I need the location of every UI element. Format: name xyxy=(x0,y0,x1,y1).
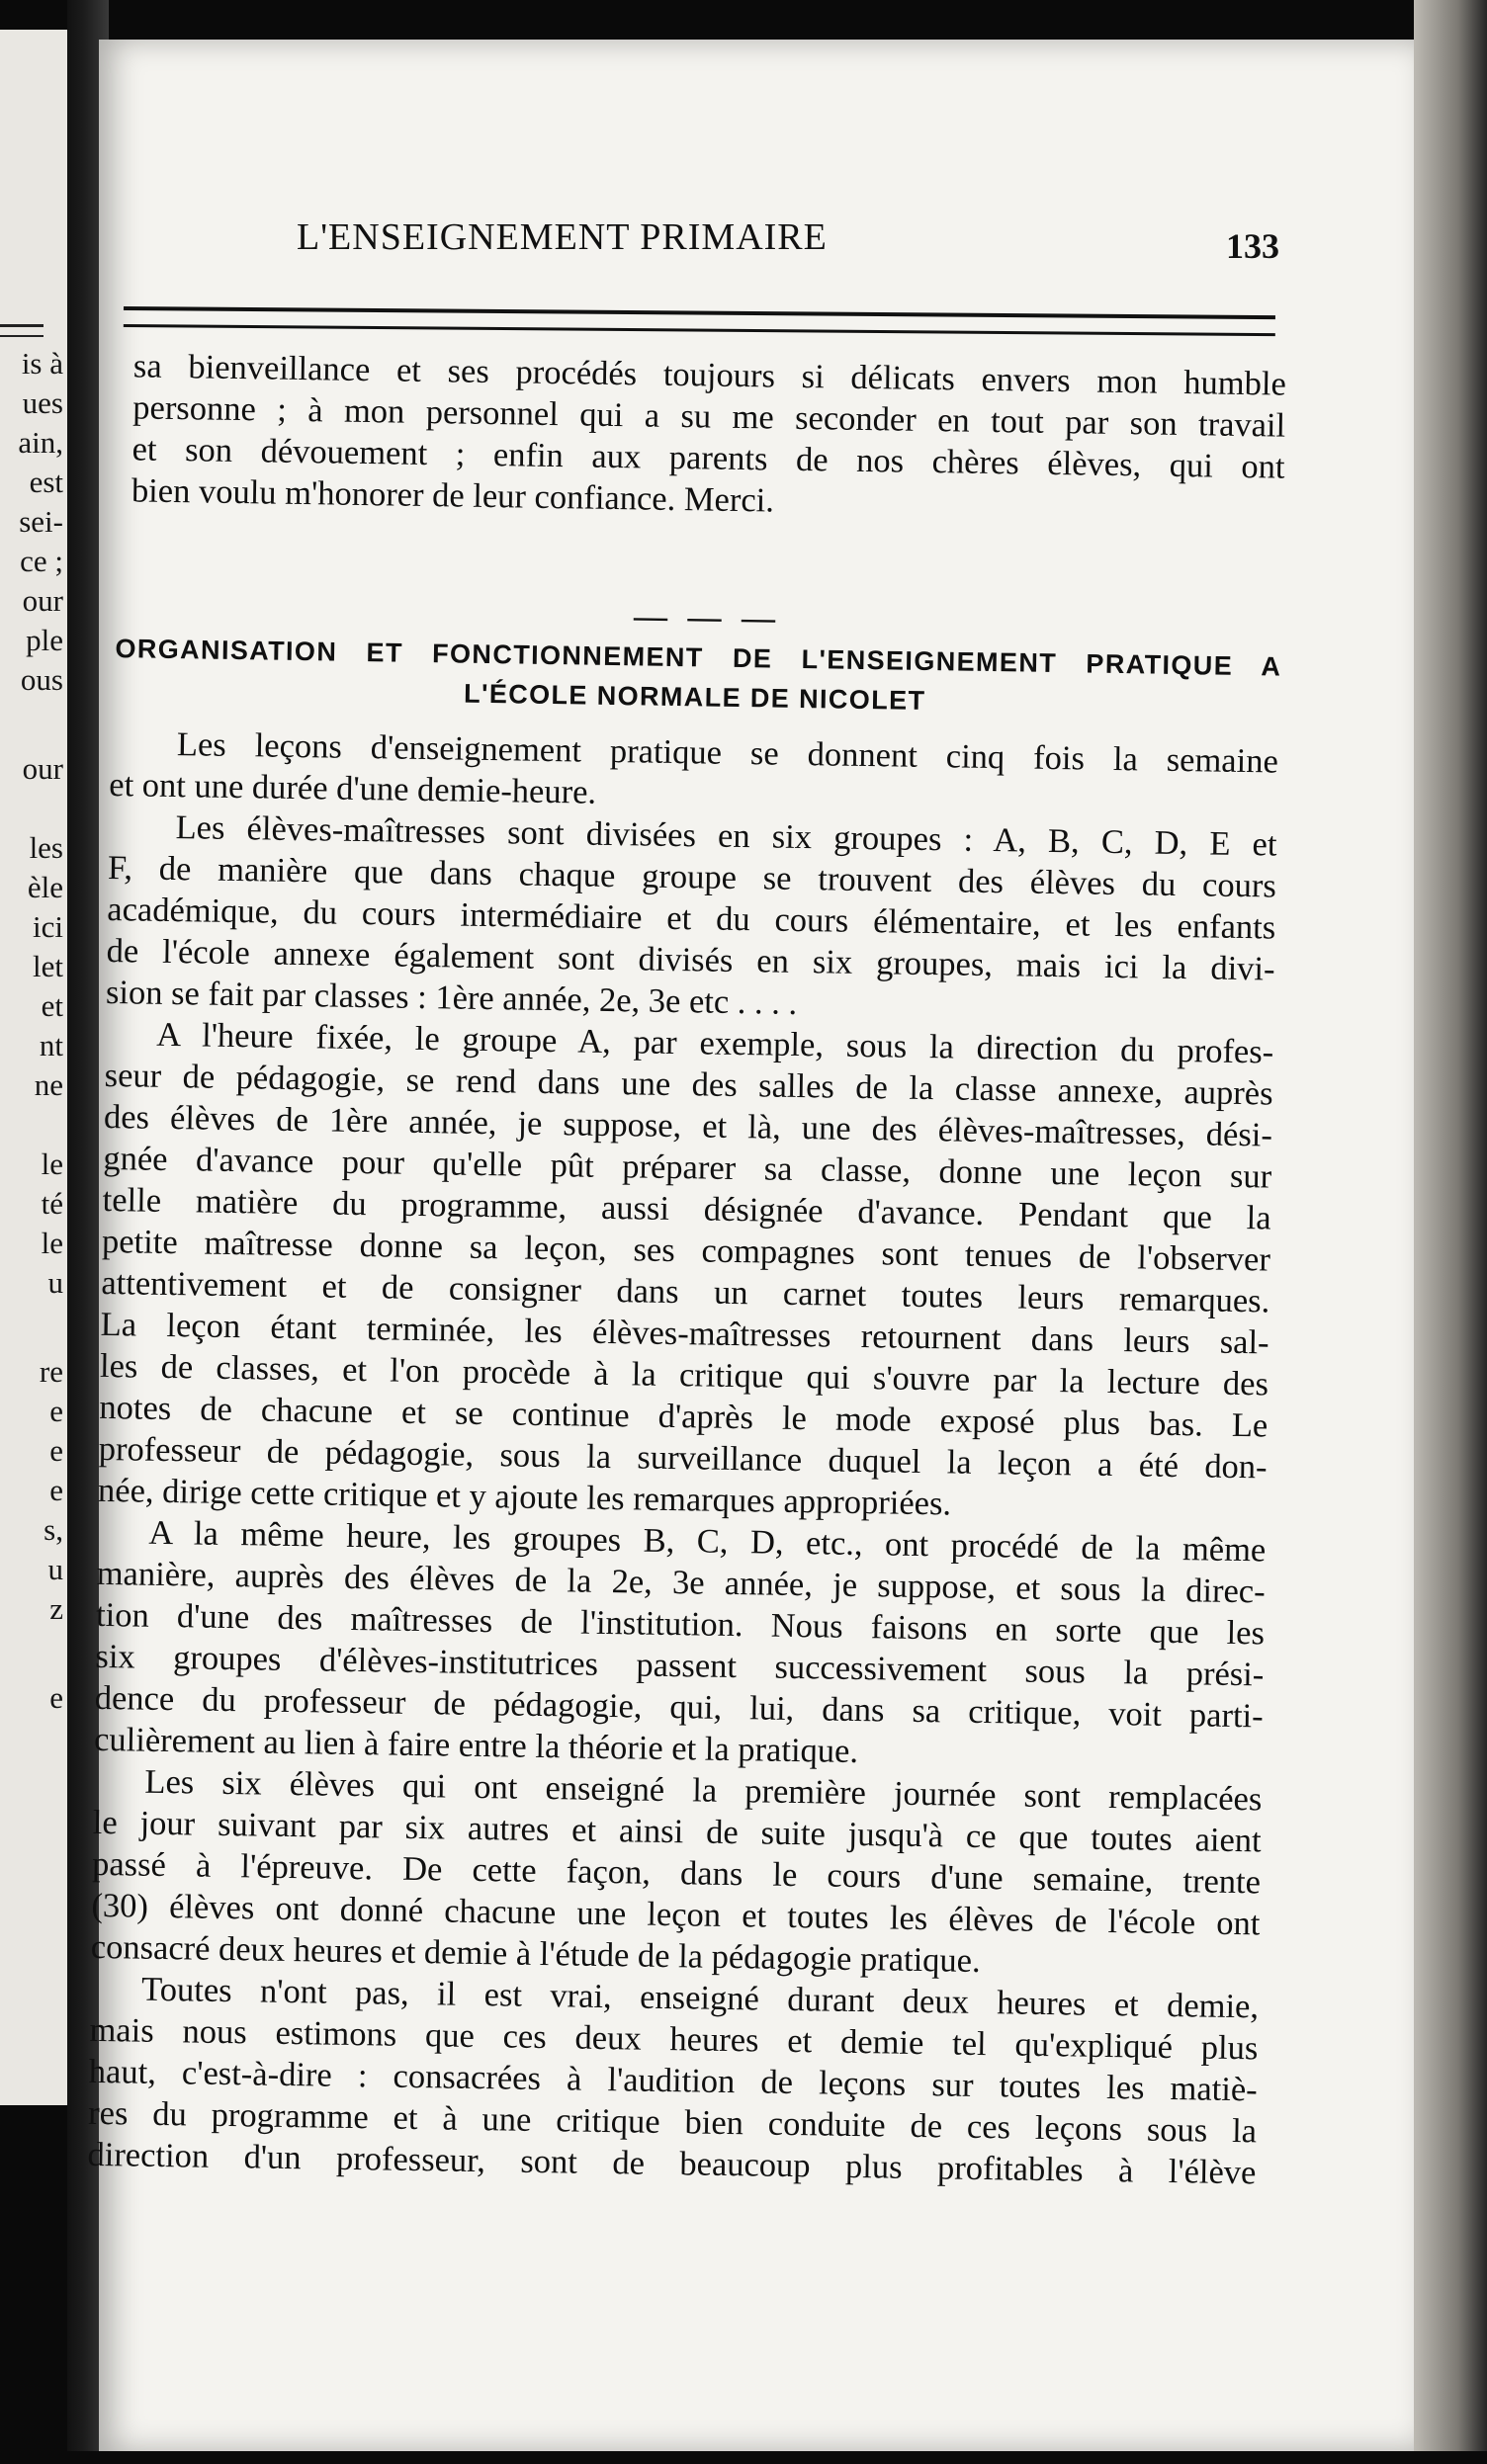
facing-line: is à xyxy=(21,346,63,381)
facing-line: let xyxy=(33,949,63,983)
facing-line: èle xyxy=(27,870,63,904)
text-line: six groupes d'élèves-institutrices passent successivement sous la prési- xyxy=(95,1637,1265,1694)
text-line: gnée d'avance pour qu'elle pût préparer sa classe, donne une leçon sur xyxy=(103,1139,1272,1196)
facing-line: e xyxy=(49,1680,63,1715)
text-line: tion d'une des maîtresses de l'institution. Nous faisons en sorte que les xyxy=(95,1595,1266,1653)
text-line: Toutes n'ont pas, il est vrai, enseigné durant deux heures et demie, xyxy=(140,1970,1260,2026)
facing-line: et xyxy=(41,988,63,1023)
text-line: les de classes, et l'on procède à la critique qui s'ouvre par la lecture des xyxy=(99,1346,1269,1403)
facing-line: our xyxy=(22,751,63,786)
facing-line: u xyxy=(47,1265,63,1300)
text-line: petite maîtresse donne sa leçon, ses compagnes sont tenues de l'observer xyxy=(101,1222,1271,1279)
text-line: de l'école annexe également sont divisés en six groupes, mais ici la divi- xyxy=(106,931,1275,988)
facing-line: té xyxy=(41,1186,63,1221)
text-line: culièrement au lien à faire entre la théorie et la pratique. xyxy=(93,1720,859,1771)
facing-line: sei- xyxy=(19,504,63,539)
text-line: attentivement et de consigner dans un carnet toutes leurs remarques. xyxy=(101,1263,1270,1320)
facing-line: le xyxy=(41,1147,63,1181)
facing-line: s, xyxy=(44,1512,63,1547)
facing-line: re xyxy=(39,1354,63,1389)
text-line: sa bienveillance et ses procédés toujours si délicats envers mon humble xyxy=(132,347,1287,403)
text-line: direction d'un professeur, sont de beaucoup plus profitables à l'élève xyxy=(87,2135,1257,2192)
section-separator: — — — xyxy=(633,598,782,637)
text-line: seur de pédagogie, se rend dans une des salles de la classe annexe, auprès xyxy=(104,1056,1273,1113)
text-line: personne ; à mon personnel qui a su me seconder en tout par son travail xyxy=(132,388,1286,445)
facing-line: ues xyxy=(22,385,63,420)
facing-line: est xyxy=(29,465,63,499)
text-line: professeur de pédagogie, sous la surveillance duquel la leçon a été don- xyxy=(98,1429,1268,1487)
facing-line: ne xyxy=(34,1067,63,1102)
text-line: bien voulu m'honorer de leur confiance. Merci. xyxy=(131,471,775,520)
facing-line: ain, xyxy=(18,425,63,460)
text-line: res du programme et à une critique bien conduite de ces leçons sous la xyxy=(87,2093,1258,2151)
text-line: telle matière du programme, aussi désignée d'avance. Pendant que la xyxy=(102,1180,1271,1237)
text-line: (30) élèves ont donné chacune une leçon et toutes les élèves de l'école ont xyxy=(91,1886,1261,1943)
facing-line: les xyxy=(29,830,63,865)
facing-line: ple xyxy=(26,623,63,657)
text-line: Les leçons d'enseignement pratique se donnent cinq fois la semaine xyxy=(176,725,1279,781)
text-line: le jour suivant par six autres et ainsi de suite jusqu'à ce que toutes aient xyxy=(92,1803,1262,1860)
running-head: L'ENSEIGNEMENT PRIMAIRE xyxy=(297,216,828,258)
text-line: La leçon étant terminée, les élèves-maîtresses retournent dans leurs sal- xyxy=(100,1305,1269,1362)
facing-line: ce ; xyxy=(20,544,63,578)
text-line: académique, du cours intermédiaire et du cours élémentaire, et les enfants xyxy=(107,890,1276,947)
text-line: passé à l'épreuve. De cette façon, dans le cours d'une semaine, trente xyxy=(91,1844,1262,1902)
text-line: notes de chacune et se continue d'après le mode exposé plus bas. Le xyxy=(99,1388,1268,1445)
text-line: A l'heure fixée, le groupe A, par exemple, sous la direction du profes- xyxy=(156,1015,1274,1071)
facing-line: e xyxy=(49,1433,63,1468)
text-line: et son dévouement ; enfin aux parents de nos chères élèves, qui ont xyxy=(131,430,1285,486)
text-line: haut, c'est-à-dire : consacrées à l'audition de leçons sur toutes les matiè- xyxy=(88,2052,1259,2109)
text-line: dence du professeur de pédagogie, qui, lui, dans sa critique, voit parti- xyxy=(94,1678,1264,1736)
facing-line: nt xyxy=(39,1028,63,1062)
text-line: consacré deux heures et demie à l'étude de la pédagogie pratique. xyxy=(90,1927,981,1980)
text-line: née, dirige cette critique et y ajoute les remarques appropriées. xyxy=(97,1471,952,1523)
facing-line: ici xyxy=(33,909,63,944)
facing-line: our xyxy=(22,583,63,618)
text-line: mais nous estimons que ces deux heures et demie tel qu'expliqué plus xyxy=(89,2010,1259,2068)
text-line: et ont une durée d'une demie-heure. xyxy=(109,766,597,811)
facing-line: e xyxy=(49,1473,63,1507)
facing-line: ous xyxy=(20,662,63,697)
section-heading: L'ÉCOLE NORMALE DE NICOLET xyxy=(463,678,926,716)
facing-line: e xyxy=(49,1394,63,1428)
text-line: sion se fait par classes : 1ère année, 2e, 3e etc . . . . xyxy=(105,973,798,1022)
section-heading: ORGANISATION ET FONCTIONNEMENT DE L'ENSEIGNEMENT PRATIQUE A xyxy=(115,634,1282,682)
text-line: A la même heure, les groupes B, C, D, etc., ont procédé de la même xyxy=(148,1513,1267,1570)
text-line: manière, auprès des élèves de la 2e, 3e année, je suppose, et sous la direc- xyxy=(96,1554,1266,1611)
page-number: 133 xyxy=(1226,226,1279,266)
facing-line: le xyxy=(41,1226,63,1260)
text-line: Les six élèves qui ont enseigné la première journée sont remplacées xyxy=(144,1762,1263,1819)
facing-line: z xyxy=(49,1591,63,1626)
text-line: des élèves de 1ère année, je suppose, et là, une des élèves-maîtresses, dési- xyxy=(103,1097,1273,1154)
text-line: F, de manière que dans chaque groupe se trouvent des élèves du cours xyxy=(107,848,1277,905)
text-line: Les élèves-maîtresses sont divisées en six groupes : A, B, C, D, E et xyxy=(175,808,1277,864)
facing-line: u xyxy=(47,1552,63,1586)
